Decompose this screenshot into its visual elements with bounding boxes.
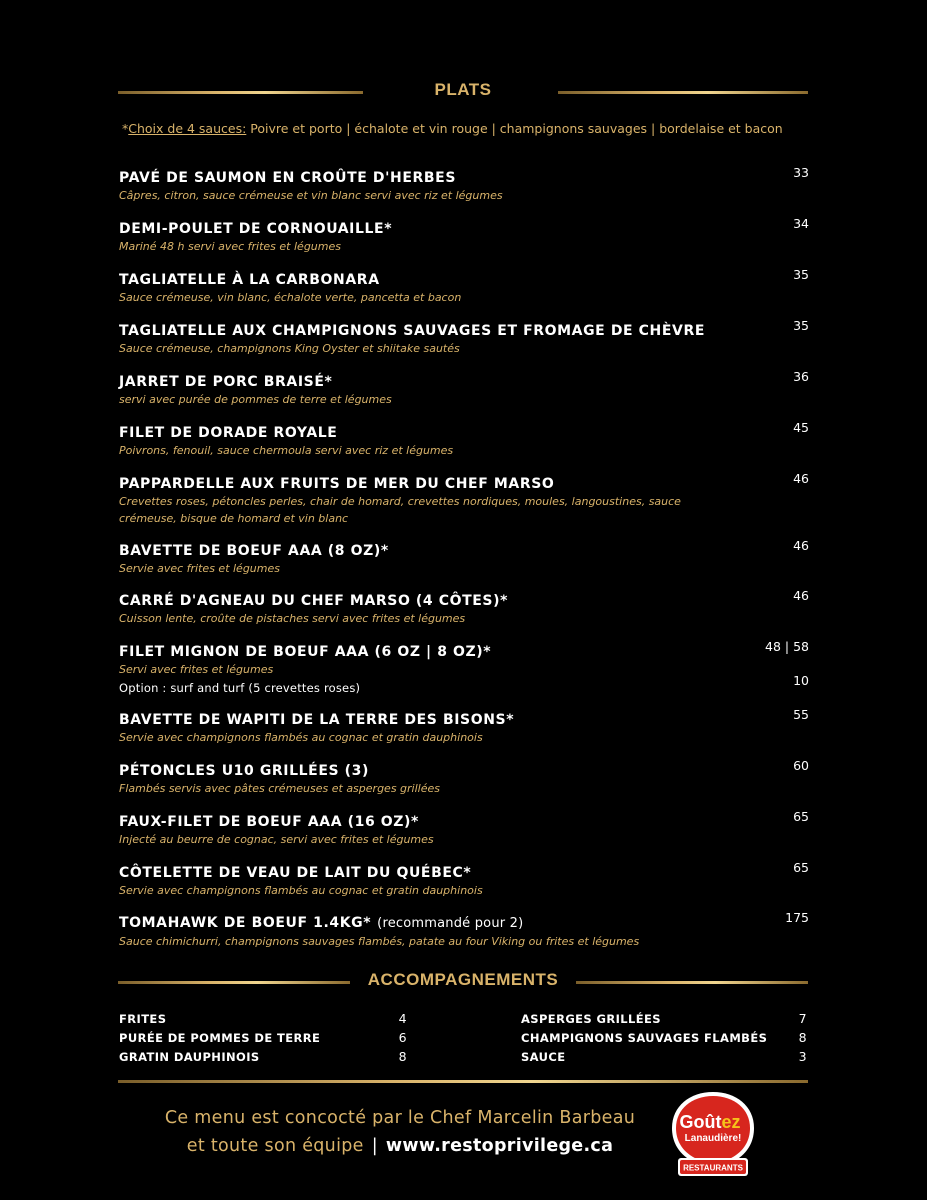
accompagnements-header xyxy=(118,970,808,994)
dish-item xyxy=(119,471,809,527)
dish-name: CÔTELETTE DE VEAU DE LAIT DU QUÉBEC* xyxy=(119,865,472,881)
footer-separator: | xyxy=(371,1136,378,1156)
dish-item xyxy=(119,267,809,306)
side-price: 8 xyxy=(398,1049,407,1064)
dish-description: Injecté au beurre de cognac, servi avec frites et légumes xyxy=(119,833,434,846)
side-item xyxy=(119,1012,407,1030)
dish-description: Cuisson lente, croûte de pistaches servi avec frites et légumes xyxy=(119,612,466,625)
divider-line xyxy=(576,981,808,984)
side-name: CHAMPIGNONS SAUVAGES FLAMBÉS xyxy=(521,1031,768,1045)
sauce-note: *Choix de 4 sauces: Poivre et porto | échalote et vin rouge | champignons sauvages | bordelaise et bacon xyxy=(122,121,783,136)
badge-word: Goûtez xyxy=(679,1112,741,1132)
side-item xyxy=(119,1050,407,1068)
dish-description: Servie avec champignons flambés au cognac et gratin dauphinois xyxy=(119,731,483,744)
badge-label: RESTAURANTS xyxy=(683,1163,743,1173)
dish-option: Option : surf and turf (5 crevettes roses) xyxy=(119,681,361,695)
dish-description: Câpres, citron, sauce crémeuse et vin blanc servi avec riz et légumes xyxy=(119,189,503,202)
dish-description: Flambés servis avec pâtes crémeuses et asperges grillées xyxy=(119,782,440,795)
side-item xyxy=(521,1031,807,1049)
side-item xyxy=(521,1012,807,1030)
dish-description: servi avec purée de pommes de terre et légumes xyxy=(119,393,392,406)
side-price: 3 xyxy=(798,1049,807,1064)
dish-name: DEMI-POULET DE CORNOUAILLE* xyxy=(119,221,393,237)
side-name: PURÉE DE POMMES DE TERRE xyxy=(119,1031,321,1045)
dish-price: 35 xyxy=(793,318,809,333)
side-item xyxy=(521,1050,807,1068)
dish-option-price: 10 xyxy=(793,673,809,688)
dish-name: BAVETTE DE BOEUF AAA (8 OZ)* xyxy=(119,543,389,559)
dish-item xyxy=(119,588,809,627)
dish-item xyxy=(119,216,809,255)
dish-description: Crevettes roses, pétoncles perles, chair de homard, crevettes nordiques, moules, langoustines, sauce crémeuse, bisque de homard et vin blanc xyxy=(119,495,681,525)
dish-name: TAGLIATELLE AUX CHAMPIGNONS SAUVAGES ET FROMAGE DE CHÈVRE xyxy=(119,323,706,339)
side-price: 8 xyxy=(798,1030,807,1045)
side-name: SAUCE xyxy=(521,1050,566,1064)
website-link[interactable]: www.restoprivilege.ca xyxy=(385,1136,614,1156)
plats-title: PLATS xyxy=(434,80,492,99)
dish-price: 46 xyxy=(793,538,809,553)
dish-description: Servi avec frites et légumes xyxy=(119,663,274,676)
side-item xyxy=(119,1031,407,1049)
footer-credit: Ce menu est concocté par le Chef Marcelin Barbeau xyxy=(164,1108,636,1128)
dish-description: Servie avec frites et légumes xyxy=(119,562,280,575)
dish-item xyxy=(119,707,809,746)
dish-item xyxy=(119,860,809,899)
dish-item xyxy=(119,538,809,577)
dish-item xyxy=(119,758,809,797)
dish-item xyxy=(119,165,809,204)
dish-price: 175 xyxy=(785,910,809,925)
dish-price: 65 xyxy=(793,809,809,824)
dish-price: 45 xyxy=(793,420,809,435)
dish-item xyxy=(119,420,809,459)
dish-price: 34 xyxy=(793,216,809,231)
dish-name: JARRET DE PORC BRAISÉ* xyxy=(119,374,333,390)
dish-price: 65 xyxy=(793,860,809,875)
dish-item xyxy=(119,369,809,408)
dish-price: 48 | 58 xyxy=(765,639,809,654)
dish-price: 36 xyxy=(793,369,809,384)
divider-line xyxy=(118,1080,808,1083)
dish-item xyxy=(119,639,809,696)
dish-name-note: (recommandé pour 2) xyxy=(377,916,524,931)
side-name: ASPERGES GRILLÉES xyxy=(521,1012,661,1026)
dish-price: 33 xyxy=(793,165,809,180)
dish-name: PAVÉ DE SAUMON EN CROÛTE D'HERBES xyxy=(119,170,457,186)
dish-name: PÉTONCLES U10 GRILLÉES (3) xyxy=(119,763,369,779)
sauce-note-label: Choix de 4 sauces: xyxy=(128,121,247,136)
dish-name: FILET DE DORADE ROYALE xyxy=(119,425,338,441)
footer-team: et toute son équipe xyxy=(186,1136,364,1156)
badge-region: Lanaudière! xyxy=(684,1133,742,1144)
dish-price: 55 xyxy=(793,707,809,722)
dish-price: 46 xyxy=(793,471,809,486)
accompagnements-title: ACCOMPAGNEMENTS xyxy=(367,970,559,989)
dish-name: PAPPARDELLE AUX FRUITS DE MER DU CHEF MARSO xyxy=(119,476,555,492)
dish-item xyxy=(119,318,809,357)
dish-price: 46 xyxy=(793,588,809,603)
goutez-lanaudiere-logo xyxy=(664,1088,762,1184)
footer xyxy=(150,1104,650,1160)
dish-name: TAGLIATELLE À LA CARBONARA xyxy=(119,272,380,288)
side-price: 6 xyxy=(398,1030,407,1045)
dish-description: Poivrons, fenouil, sauce chermoula servi avec riz et légumes xyxy=(119,444,454,457)
dish-description: Servie avec champignons flambés au cognac et gratin dauphinois xyxy=(119,884,483,897)
dish-description: Sauce crémeuse, vin blanc, échalote verte, pancetta et bacon xyxy=(119,291,462,304)
dish-name: TOMAHAWK DE BOEUF 1.4KG* (recommandé pour 2) xyxy=(119,915,524,931)
dish-price: 60 xyxy=(793,758,809,773)
side-name: FRITES xyxy=(119,1012,167,1026)
dish-name: FILET MIGNON DE BOEUF AAA (6 OZ | 8 OZ)* xyxy=(119,644,492,660)
divider-line xyxy=(558,91,808,94)
sauce-note-text: Poivre et porto | échalote et vin rouge | champignons sauvages | bordelaise et bacon xyxy=(246,121,783,136)
side-price: 7 xyxy=(798,1011,807,1026)
dish-price: 35 xyxy=(793,267,809,282)
dish-description: Sauce chimichurri, champignons sauvages flambés, patate au four Viking ou frites et légumes xyxy=(119,935,640,948)
side-price: 4 xyxy=(398,1011,407,1026)
side-name: GRATIN DAUPHINOIS xyxy=(119,1050,260,1064)
dish-item xyxy=(119,910,809,950)
dish-name: FAUX-FILET DE BOEUF AAA (16 OZ)* xyxy=(119,814,419,830)
dish-name: CARRÉ D'AGNEAU DU CHEF MARSO (4 CÔTES)* xyxy=(119,593,509,609)
dish-item xyxy=(119,809,809,848)
dish-description: Sauce crémeuse, champignons King Oyster et shiitake sautés xyxy=(119,342,460,355)
dish-name: BAVETTE DE WAPITI DE LA TERRE DES BISONS* xyxy=(119,712,515,728)
dish-description: Mariné 48 h servi avec frites et légumes xyxy=(119,240,341,253)
plats-header xyxy=(118,80,808,104)
